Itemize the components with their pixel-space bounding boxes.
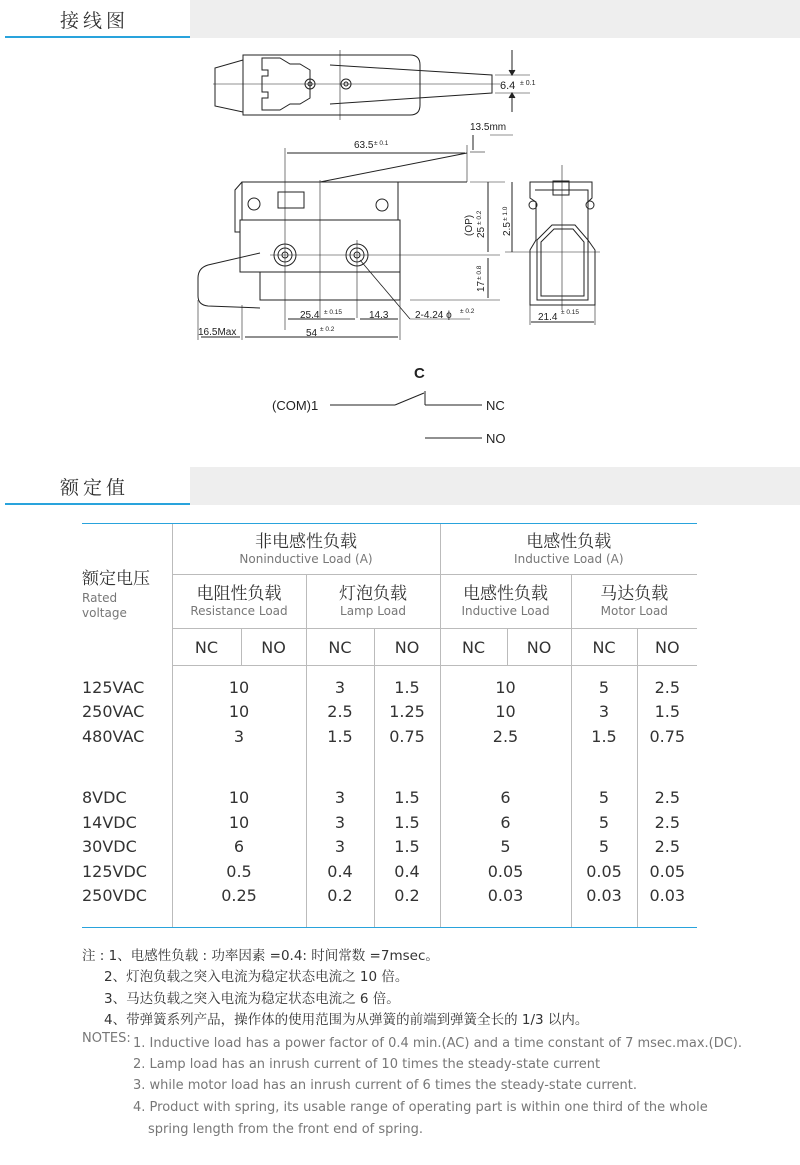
spacer-row [82,909,697,928]
no-header: NO [374,629,440,666]
note-en-3: 3. while motor load has an inrush current of 6 times the steady-state current. [133,1078,638,1093]
resistance-value: 6 [172,835,306,860]
note-en-4-cont: spring length from the front end of spring. [148,1122,423,1137]
tol-54: ± 0.2 [320,326,335,333]
nc-header: NC [306,629,374,666]
nonind-cn: 非电感性负载 [255,531,357,552]
spacer-cell [172,909,306,928]
circuit-com-label: (COM)1 [272,398,319,413]
spacer-cell [306,749,374,786]
top-view [213,50,530,120]
voltage-cell: 125VAC [82,677,145,697]
table-row [82,811,697,836]
dim-2-5: 2.5 [502,222,513,236]
note-cn-3: 3、马达负载之突入电流为稳定状态电流之 6 倍。 [104,991,400,1007]
rated-voltage-header [82,524,172,666]
rating-title: 额定值 [60,477,130,499]
inductive-header [440,524,697,575]
inductive-value: 5 [440,835,571,860]
voltage-cell: 480VAC [82,726,145,746]
note-en-4: 4. Product with spring, its usable range of operating part is within one third of the whole [133,1100,708,1115]
inductive-value: 10 [440,700,571,725]
spacer-cell [172,666,306,676]
motor-no-value: 2.5 [637,676,697,701]
dim-54: 54 [306,328,318,339]
lamp-nc-value: 3 [306,676,374,701]
circuit-c-label: C [414,365,425,382]
lamp-no-value: 1.5 [374,786,440,811]
lamp-nc-value: 3 [306,835,374,860]
lamp-no-value: 0.2 [374,884,440,909]
voltage-cell: 250VDC [82,886,147,905]
dim-op: (OP) [464,214,475,236]
tol-17: ± 0.8 [476,265,483,280]
dim-6-4: 6.4 [500,80,516,92]
spacer-cell [440,666,571,676]
note-en-1: 1. Inductive load has a power factor of 0.4 min.(AC) and a time constant of 7 msec.max.(DC). [133,1036,743,1051]
spacer-cell [82,749,172,786]
lamp-nc-value: 1.5 [306,725,374,750]
inductive-load-header [440,575,571,629]
lamp-no-value: 0.4 [374,860,440,885]
table-row [82,835,697,860]
spacer-cell [637,749,697,786]
motor-cn: 马达负载 [600,584,669,604]
rated-en1: Rated [82,590,118,605]
noninductive-header [172,524,440,575]
tol-25-4: ± 0.15 [324,309,343,316]
ind-en: Inductive Load (A) [514,551,624,566]
note-cn-1: 注 : 1、电感性负载 : 功率因素 =0.4: 时间常数 =7msec。 [82,948,439,964]
tol-63-5: ± 0.1 [374,140,389,147]
lamp-no-value: 0.75 [374,725,440,750]
side-view [505,165,600,325]
no-header: NO [241,629,306,666]
note-en-2: 2. Lamp load has an inrush current of 10 times the steady-state current [133,1057,601,1072]
voltage-cell: 30VDC [82,837,137,856]
motor-no-value: 0.05 [637,860,697,885]
lamp-cn: 灯泡负载 [339,584,407,604]
motor-no-value: 1.5 [637,700,697,725]
table-row [82,700,697,725]
spacer-cell [374,909,440,928]
tol-25: ± 0.2 [476,210,483,225]
lamp-no-value: 1.5 [374,835,440,860]
lamp-no-value: 1.5 [374,676,440,701]
spacer-cell [172,749,306,786]
resistance-value: 0.25 [172,884,306,909]
dim-17: 17 [476,280,487,292]
circuit-no-label: NO [486,431,506,446]
spacer-row [82,749,697,786]
voltage-cell: 8VDC [82,788,127,807]
rating-section-header [0,467,800,505]
lamp-no-value: 1.25 [374,700,440,725]
motor-nc-value: 5 [571,835,637,860]
motor-nc-value: 0.03 [571,884,637,909]
spacer-cell [440,909,571,928]
nc-header: NC [440,629,507,666]
motor-nc-value: 0.05 [571,860,637,885]
res-cn: 电阻性负载 [196,584,282,604]
motor-en: Motor Load [600,604,668,618]
spacer-cell [637,666,697,676]
dimension-drawing [0,0,800,460]
lamp-nc-value: 3 [306,786,374,811]
dim-63-5: 63.5 [354,140,374,151]
spacer-cell [571,909,637,928]
wiring-title: 接线图 [60,10,130,32]
inductive-value: 0.05 [440,860,571,885]
circuit-diagram [330,391,482,438]
tol-21-4: ± 0.15 [561,309,580,316]
spacer-cell [637,909,697,928]
ind-cn: 电感性负载 [526,531,612,552]
dim-21-4: 21.4 [538,312,558,323]
rated-en2: voltage [82,605,127,620]
motor-nc-value: 3 [571,700,637,725]
table-row [82,676,697,701]
tol-2-5: ± 1.0 [502,206,509,221]
table-row [82,786,697,811]
rated-cn: 额定电压 [82,568,150,589]
lamp-nc-value: 3 [306,811,374,836]
inductive-value: 0.03 [440,884,571,909]
tol-hole: ± 0.2 [460,308,475,315]
circuit-nc-label: NC [486,398,505,413]
resistance-load-header [172,575,306,629]
motor-no-value: 2.5 [637,835,697,860]
inductive-value: 6 [440,811,571,836]
resistance-value: 3 [172,725,306,750]
lamp-load-header [306,575,440,629]
note-cn-4: 4、带弹簧系列产品，操作体的使用范围为从弹簧的前端到弹簧全长的 1/3 以内。 [104,1012,589,1028]
inductive-value: 2.5 [440,725,571,750]
spacer-cell [571,666,637,676]
motor-no-value: 0.75 [637,725,697,750]
dim-13-5: 13.5mm [470,122,507,133]
motor-nc-value: 5 [571,786,637,811]
motor-nc-value: 1.5 [571,725,637,750]
motor-nc-value: 5 [571,676,637,701]
table-row [82,725,697,750]
resistance-value: 10 [172,700,306,725]
voltage-cell: 14VDC [82,812,137,832]
inductive-value: 10 [440,676,571,701]
indl-cn: 电感性负载 [463,584,549,604]
motor-no-value: 0.03 [637,884,697,909]
voltage-cell: 250VAC [82,702,145,721]
spacer-cell [306,666,374,676]
nonind-en: Noninductive Load (A) [239,551,373,566]
spacer-cell [82,666,172,676]
inductive-value: 6 [440,786,571,811]
lamp-no-value: 1.5 [374,811,440,836]
lamp-en: Lamp Load [340,604,406,618]
indl-en: Inductive Load [461,604,550,618]
resistance-value: 10 [172,786,306,811]
spacer-cell [571,749,637,786]
dim-16-5: 16.5Max [198,327,237,338]
nc-header: NC [172,629,241,666]
header-bg [190,467,800,505]
spacer-cell [374,666,440,676]
motor-nc-value: 5 [571,811,637,836]
spacer-cell [374,749,440,786]
dim-hole: 2-4.24 ϕ [415,310,452,321]
lamp-nc-value: 0.2 [306,884,374,909]
dim-25-4: 25.4 [300,310,320,321]
motor-no-value: 2.5 [637,811,697,836]
lamp-nc-value: 2.5 [306,700,374,725]
note-cn-2: 2、灯泡负载之突入电流为稳定状态电流之 10 倍。 [104,969,409,985]
motor-load-header [571,575,697,629]
rating-table [82,523,697,928]
resistance-value: 10 [172,811,306,836]
resistance-value: 10 [172,676,306,701]
lamp-nc-value: 0.4 [306,860,374,885]
table-row [82,860,697,885]
dim-25: 25 [476,226,487,238]
resistance-value: 0.5 [172,860,306,885]
spacer-cell [306,909,374,928]
tol-6-4: ± 0.1 [520,80,536,87]
res-en: Resistance Load [190,604,288,618]
spacer-row [82,666,697,676]
no-header: NO [637,629,697,666]
motor-no-value: 2.5 [637,786,697,811]
voltage-cell: 125VDC [82,861,147,881]
nc-header: NC [571,629,637,666]
spacer-cell [440,749,571,786]
dim-14-3: 14.3 [369,310,389,321]
table-row [82,884,697,909]
no-header: NO [507,629,571,666]
spacer-cell [82,909,172,928]
notes-label: NOTES: [82,1031,131,1046]
